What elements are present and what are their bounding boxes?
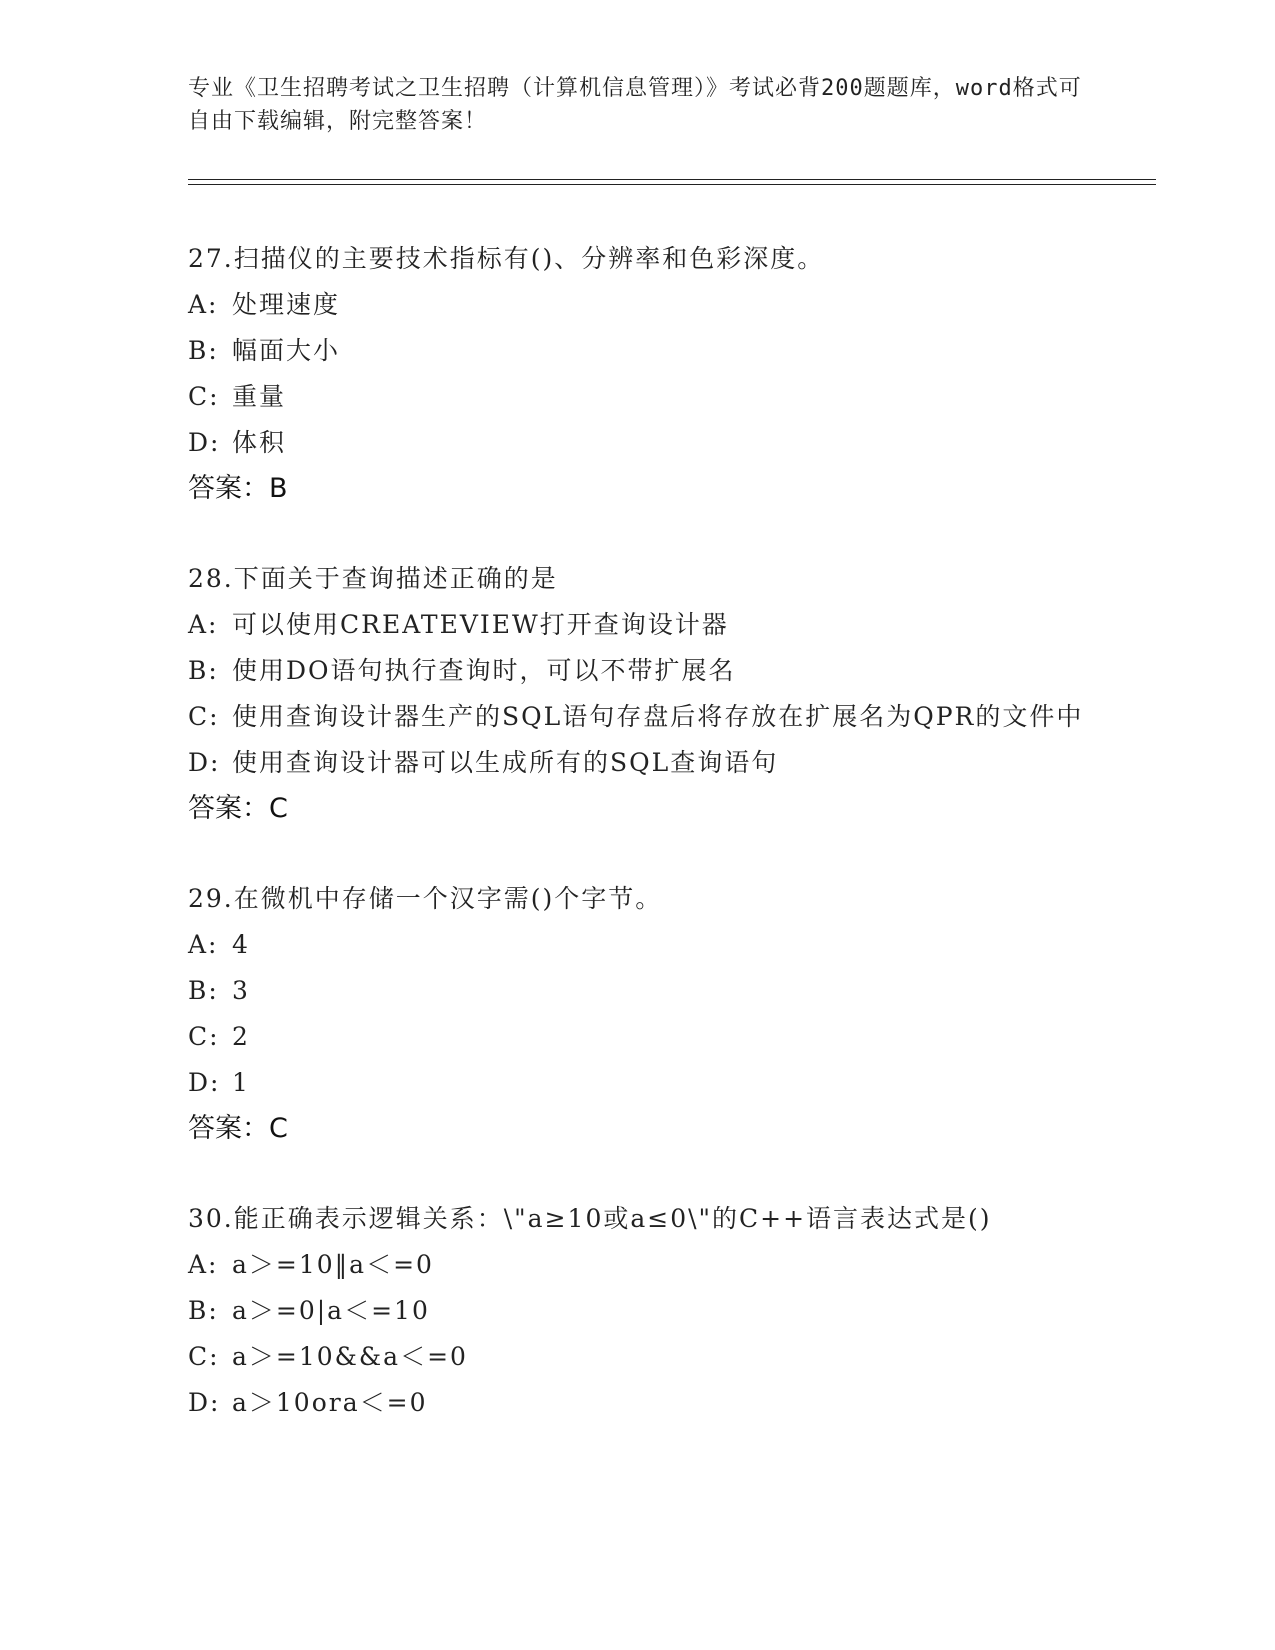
option-key: C:: [188, 382, 220, 411]
option-key: A:: [188, 930, 219, 959]
option-d: [188, 1380, 1088, 1426]
option-key: C:: [188, 702, 220, 731]
header-divider-top: [188, 179, 1156, 180]
question-28: [188, 556, 1088, 832]
option-text: 3: [232, 976, 250, 1005]
option-key: A:: [188, 290, 219, 319]
option-key: C:: [188, 1022, 220, 1051]
question-stem: 29.在微机中存储一个汉字需()个字节。: [188, 884, 663, 913]
option-key: A:: [188, 1250, 219, 1279]
option-text: 2: [232, 1022, 250, 1051]
header-divider-bottom: [188, 184, 1156, 185]
answer-line: 答案：C: [188, 1113, 288, 1144]
option-text: a＞10ora＜=0: [232, 1388, 428, 1417]
question-stem: 28.下面关于查询描述正确的是: [188, 564, 558, 593]
question-29: [188, 876, 1088, 1152]
option-d: [188, 420, 1088, 466]
option-key: B:: [188, 976, 219, 1005]
option-c: [188, 694, 1088, 740]
option-key: D:: [188, 1388, 221, 1417]
question-30: [188, 1196, 1088, 1426]
option-key: B:: [188, 656, 219, 685]
option-text: 可以使用CREATEVIEW打开查询设计器: [232, 610, 729, 639]
question-27: [188, 236, 1088, 512]
option-key: A:: [188, 610, 219, 639]
option-a: [188, 922, 1088, 968]
option-text: 使用查询设计器可以生成所有的SQL查询语句: [232, 748, 779, 777]
option-text: 重量: [232, 382, 287, 411]
option-a: [188, 282, 1088, 328]
answer-line: 答案：C: [188, 793, 288, 824]
option-text: a＞=10&&a＜=0: [232, 1342, 468, 1371]
option-text: 幅面大小: [232, 336, 341, 365]
option-b: [188, 648, 1088, 694]
option-b: [188, 328, 1088, 374]
question-stem: 30.能正确表示逻辑关系：\"a≥10或a≤0\"的C++语言表达式是(): [188, 1204, 992, 1233]
option-text: 使用查询设计器生产的SQL语句存盘后将存放在扩展名为QPR的文件中: [232, 702, 1084, 731]
option-key: D:: [188, 428, 221, 457]
option-text: a＞=0|a＜=10: [232, 1296, 430, 1325]
option-key: C:: [188, 1342, 220, 1371]
answer-line: 答案：B: [188, 473, 288, 504]
option-text: 4: [232, 930, 250, 959]
option-d: [188, 1060, 1088, 1106]
question-list: [188, 236, 1088, 1470]
option-text: a＞=10‖a＜=0: [232, 1250, 434, 1279]
option-b: [188, 1288, 1088, 1334]
question-stem: 27.扫描仪的主要技术指标有()、分辨率和色彩深度。: [188, 244, 825, 273]
option-b: [188, 968, 1088, 1014]
option-key: B:: [188, 336, 219, 365]
option-key: B:: [188, 1296, 219, 1325]
option-text: 使用DO语句执行查询时，可以不带扩展名: [232, 656, 736, 685]
option-a: [188, 1242, 1088, 1288]
option-c: [188, 1334, 1088, 1380]
option-a: [188, 602, 1088, 648]
option-text: 体积: [232, 428, 287, 457]
option-c: [188, 1014, 1088, 1060]
option-text: 处理速度: [232, 290, 341, 319]
option-key: D:: [188, 748, 221, 777]
option-key: D:: [188, 1068, 221, 1097]
option-c: [188, 374, 1088, 420]
document-header: 专业《卫生招聘考试之卫生招聘（计算机信息管理）》考试必背200题题库，word格式可自由下载编辑，附完整答案！: [188, 76, 1082, 134]
option-d: [188, 740, 1088, 786]
option-text: 1: [232, 1068, 250, 1097]
